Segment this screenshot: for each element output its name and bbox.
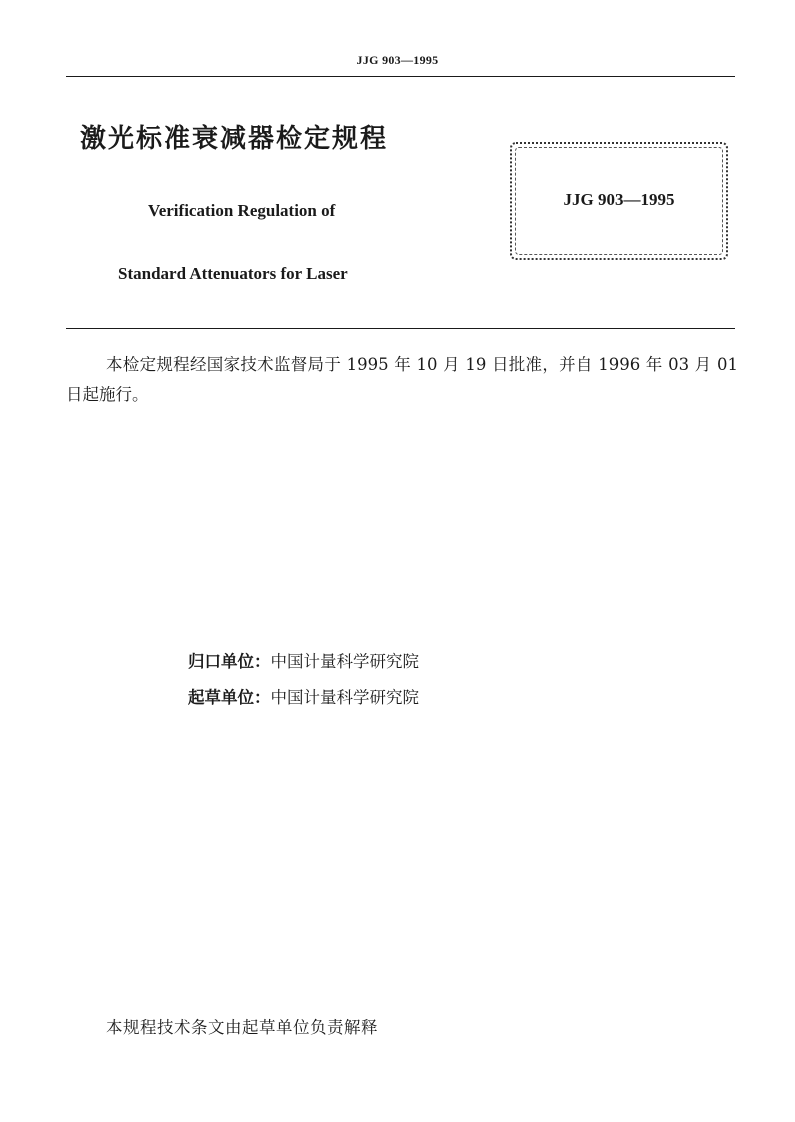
top-rule (66, 76, 735, 77)
drafting-unit (188, 684, 419, 708)
code-box-text: JJG 903—1995 (563, 190, 675, 209)
header-code: JJG 903—1995 (356, 53, 439, 67)
approval-paragraph: 本检定规程经国家技术监督局于 1995 年 10 月 19 日批准，并自 1996 年 03 月 01 日起施行。 (66, 355, 738, 404)
code-box (510, 142, 728, 260)
footer-note: 本规程技术条文由起草单位负责解释 (106, 1018, 378, 1037)
responsible-unit-label: 归口单位： (188, 652, 271, 671)
title-chinese: 激光标准衰减器检定规程 (80, 124, 389, 154)
drafting-unit-label: 起草单位： (188, 688, 271, 707)
title-english-line1: Verification Regulation of (148, 201, 336, 220)
drafting-unit-value: 中国计量科学研究院 (270, 688, 419, 707)
title-english-line2: Standard Attenuators for Laser (118, 264, 348, 283)
divider-rule (66, 328, 735, 329)
responsible-unit (188, 648, 419, 672)
responsible-unit-value: 中国计量科学研究院 (270, 652, 419, 671)
